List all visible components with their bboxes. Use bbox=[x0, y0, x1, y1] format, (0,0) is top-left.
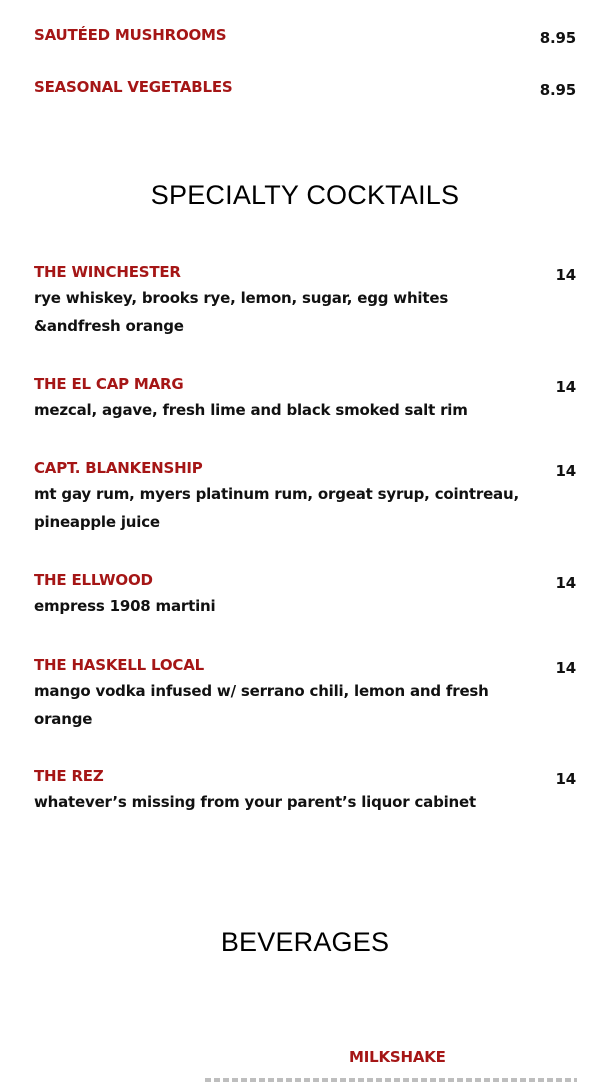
menu-item-capt-blankenship bbox=[34, 458, 576, 536]
clipped-description-line bbox=[205, 1078, 577, 1082]
item-price: 14 bbox=[555, 266, 576, 284]
item-price: 14 bbox=[555, 462, 576, 480]
menu-item-the-haskell-local bbox=[34, 655, 576, 733]
item-description: whatever’s missing from your parent’s liquor cabinet bbox=[34, 793, 476, 811]
item-name: CAPT. BLANKENSHIP bbox=[34, 459, 203, 477]
menu-item-seasonal-vegetables bbox=[34, 77, 576, 97]
menu-item-the-el-cap-marg bbox=[34, 374, 576, 424]
item-price: 14 bbox=[555, 770, 576, 788]
item-name: THE HASKELL LOCAL bbox=[34, 656, 204, 674]
item-price: 8.95 bbox=[539, 81, 576, 99]
item-name: THE WINCHESTER bbox=[34, 263, 181, 281]
item-description: mezcal, agave, fresh lime and black smoked salt rim bbox=[34, 401, 468, 419]
menu-item-sauteed-mushrooms bbox=[34, 25, 576, 45]
menu-item-the-rez bbox=[34, 766, 576, 816]
menu-item-the-ellwood bbox=[34, 570, 576, 620]
section-heading-beverages: BEVERAGES bbox=[220, 927, 390, 957]
item-description: mt gay rum, myers platinum rum, orgeat syrup, cointreau, pineapple juice bbox=[34, 485, 519, 531]
item-name: THE EL CAP MARG bbox=[34, 375, 184, 393]
menu-item-the-winchester bbox=[34, 262, 576, 340]
item-name: THE ELLWOOD bbox=[34, 571, 153, 589]
item-description: mango vodka infused w/ serrano chili, lemon and fresh orange bbox=[34, 682, 489, 728]
item-description: empress 1908 martini bbox=[34, 597, 216, 615]
item-name: THE REZ bbox=[34, 767, 104, 785]
item-price: 14 bbox=[555, 659, 576, 677]
item-price: 14 bbox=[555, 574, 576, 592]
section-heading-specialty-cocktails: SPECIALTY COCKTAILS bbox=[150, 180, 460, 210]
item-price: 14 bbox=[555, 378, 576, 396]
menu-item-milkshake: MILKSHAKE bbox=[349, 1048, 446, 1066]
item-description: rye whiskey, brooks rye, lemon, sugar, egg whites &andfresh orange bbox=[34, 289, 449, 335]
item-name: SEASONAL VEGETABLES bbox=[34, 78, 233, 96]
item-name: SAUTÉED MUSHROOMS bbox=[34, 26, 227, 44]
item-price: 8.95 bbox=[539, 29, 576, 47]
